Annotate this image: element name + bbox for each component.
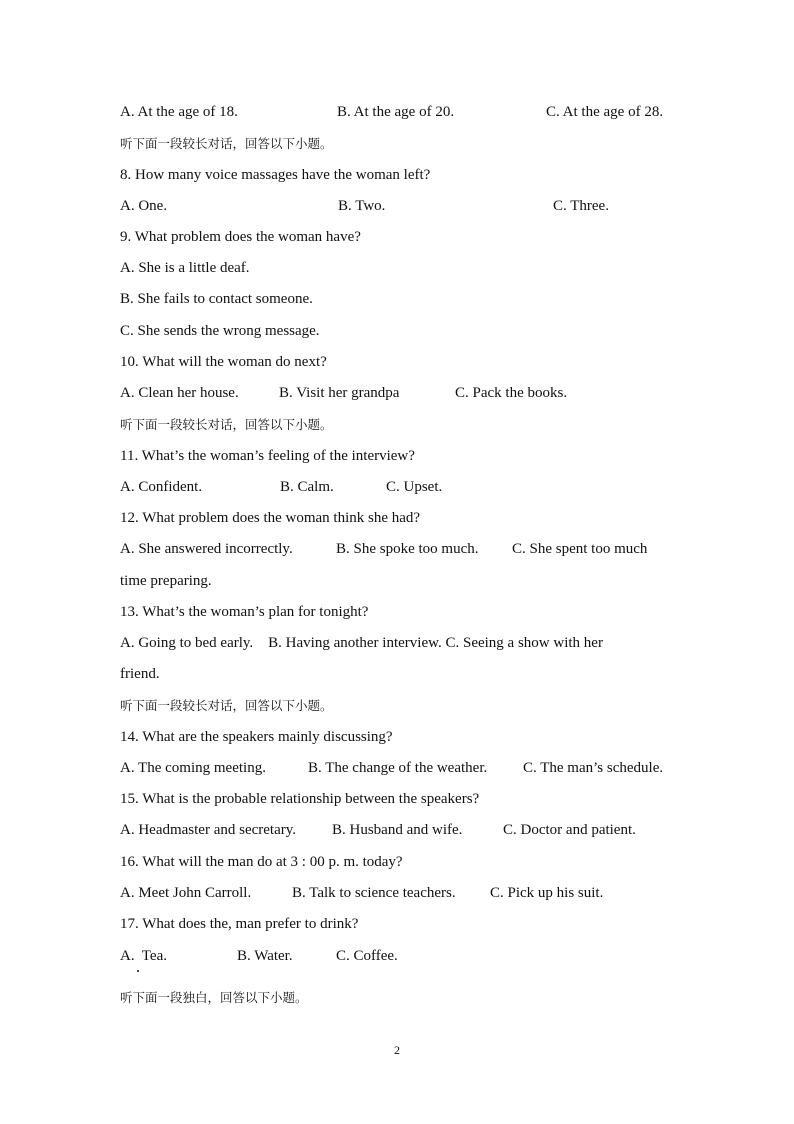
q14-option-c: C. The man’s schedule. xyxy=(523,760,664,776)
instruction-dialogue-3: 听下面一段较长对话，回答以下小题。 xyxy=(120,698,333,713)
q17-option-c: C. Coffee. xyxy=(336,948,398,964)
page-number: 2 xyxy=(394,1043,400,1057)
q7-option-b: B. At the age of 20. xyxy=(337,104,455,120)
q8-options xyxy=(120,196,680,216)
q17-question: 17. What does the, man prefer to drink? xyxy=(120,916,359,932)
q13-question: 13. What’s the woman’s plan for tonight? xyxy=(120,604,369,620)
q12-question: 12. What problem does the woman think she had? xyxy=(120,510,421,526)
q13-options: A. Going to bed early. B. Having another interview. C. Seeing a show with her xyxy=(120,635,603,651)
q7-option-a: A. At the age of 18. xyxy=(120,104,238,120)
q9-question: 9. What problem does the woman have? xyxy=(120,229,361,245)
q15-question: 15. What is the probable relationship between the speakers? xyxy=(120,791,480,807)
q17-option-a: A. Tea. xyxy=(120,948,167,964)
q7-options xyxy=(120,102,680,122)
instruction-dialogue-1: 听下面一段较长对话，回答以下小题。 xyxy=(120,136,333,151)
emphasis-dot xyxy=(137,970,139,972)
q10-question: 10. What will the woman do next? xyxy=(120,354,327,370)
q9-option-b: B. She fails to contact someone. xyxy=(120,291,313,307)
q10-option-b: B. Visit her grandpa xyxy=(279,385,400,401)
q7-option-c: C. At the age of 28. xyxy=(546,104,664,120)
q9-option-a: A. She is a little deaf. xyxy=(120,260,250,276)
q11-options xyxy=(120,477,680,497)
q16-option-a: A. Meet John Carroll. xyxy=(120,885,252,901)
q14-question: 14. What are the speakers mainly discussing? xyxy=(120,729,393,745)
q10-options xyxy=(120,383,680,403)
q15-option-b: B. Husband and wife. xyxy=(332,822,463,838)
q15-options xyxy=(120,820,680,840)
q16-option-c: C. Pick up his suit. xyxy=(490,885,604,901)
q9-option-c: C. She sends the wrong message. xyxy=(120,323,320,339)
q12-option-a: A. She answered incorrectly. xyxy=(120,541,293,557)
q17-options xyxy=(120,946,680,966)
q12-options xyxy=(120,539,680,559)
q16-question: 16. What will the man do at 3 : 00 p. m. today? xyxy=(120,854,403,870)
q16-option-b: B. Talk to science teachers. xyxy=(292,885,456,901)
q10-option-a: A. Clean her house. xyxy=(120,385,239,401)
q16-options xyxy=(120,883,680,903)
q17-option-b: B. Water. xyxy=(237,948,293,964)
q8-question: 8. How many voice massages have the woman left? xyxy=(120,167,431,183)
q15-option-a: A. Headmaster and secretary. xyxy=(120,822,297,838)
q12-option-c: C. She spent too much xyxy=(512,541,648,557)
q13-continuation: friend. xyxy=(120,666,160,682)
q11-option-a: A. Confident. xyxy=(120,479,203,495)
q14-options xyxy=(120,758,680,778)
q11-option-c: C. Upset. xyxy=(386,479,443,495)
q10-option-c: C. Pack the books. xyxy=(455,385,568,401)
q8-option-b: B. Two. xyxy=(338,198,386,214)
q12-option-b: B. She spoke too much. xyxy=(336,541,479,557)
q8-option-c: C. Three. xyxy=(553,198,609,214)
q11-question: 11. What’s the woman’s feeling of the interview? xyxy=(120,448,415,464)
q12-continuation: time preparing. xyxy=(120,573,212,589)
q11-option-b: B. Calm. xyxy=(280,479,334,495)
q14-option-a: A. The coming meeting. xyxy=(120,760,266,776)
instruction-dialogue-2: 听下面一段较长对话，回答以下小题。 xyxy=(120,417,333,432)
q15-option-c: C. Doctor and patient. xyxy=(503,822,636,838)
q14-option-b: B. The change of the weather. xyxy=(308,760,488,776)
q8-option-a: A. One. xyxy=(120,198,168,214)
instruction-monologue: 听下面一段独白，回答以下小题。 xyxy=(120,990,308,1005)
